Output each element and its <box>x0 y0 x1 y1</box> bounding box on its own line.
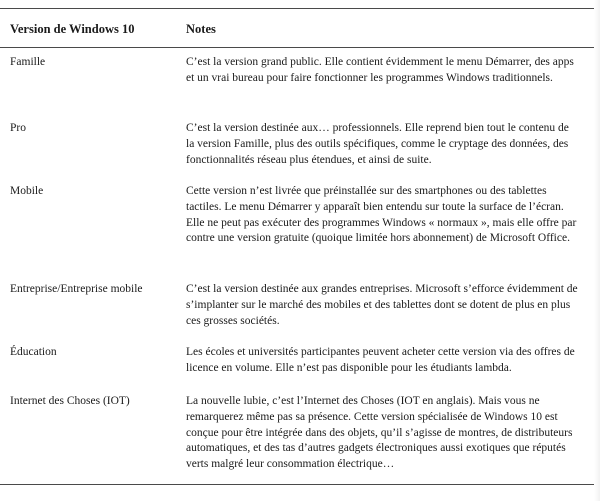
version-cell: Éducation <box>10 346 57 358</box>
notes-cell: La nouvelle lubie, c’est l’Internet des Choses (IOT en anglais). Mais vous ne remarquerez même pas sa présence. Cette version spécialisée de Windows 10 est conçue pour être intégrée dans des objets, qu’il s’agisse de montres, de distributeurs automatiques, et des tas d’autres gadgets électroniques aussi exotiques que réputés verts malgré leur consommation électrique… <box>186 395 573 471</box>
version-cell: Entreprise/Entreprise mobile <box>10 283 143 295</box>
table-row <box>0 394 600 473</box>
version-cell: Internet des Choses (IOT) <box>10 395 130 407</box>
table-header-row <box>0 9 600 49</box>
version-cell: Mobile <box>10 185 44 197</box>
header-bottom-rule <box>0 47 600 48</box>
table-row <box>0 345 600 377</box>
notes-cell: Les écoles et universités participantes peuvent acheter cette version via des offres de licence en volume. Elle n’est pas disponible pour les étudiants lambda. <box>186 346 575 374</box>
table-row <box>0 282 600 329</box>
notes-cell: C’est la version destinée aux grandes entreprises. Microsoft s’efforce évidemment de s’implanter sur le marché des mobiles et des tablettes dont se dotent de plus en plus ces grosses sociétés. <box>186 283 578 327</box>
notes-cell: C’est la version destinée aux… professionnels. Elle reprend bien tout le contenu de la version Famille, plus des outils spécifiques, comme le cryptage des données, des fonctionnalités réseau plus étendues, et ainsi de suite. <box>186 122 569 166</box>
table-bottom-rule <box>0 484 600 485</box>
header-notes: Notes <box>186 21 216 36</box>
table-row <box>0 184 600 247</box>
notes-cell: C’est la version grand public. Elle contient évidemment le menu Démarrer, des apps et un vrai bureau pour faire fonctionner les programmes Windows traditionnels. <box>186 56 574 84</box>
version-cell: Famille <box>10 56 46 68</box>
notes-cell: Cette version n’est livrée que préinstallée sur des smartphones ou des tablettes tactiles. Le menu Démarrer y apparaît bien entendu sur toute la surface de l’écran. Elle ne peut pas exécuter des programmes Windows « normaux », mais elle offre par contre une version gratuite (quoique limitée hors abonnement) de Microsoft Office. <box>186 185 577 245</box>
table-row <box>0 121 600 168</box>
table-row <box>0 55 600 87</box>
header-version: Version de Windows 10 <box>10 21 135 36</box>
version-cell: Pro <box>10 122 26 134</box>
page-edge-shadow <box>594 0 600 501</box>
